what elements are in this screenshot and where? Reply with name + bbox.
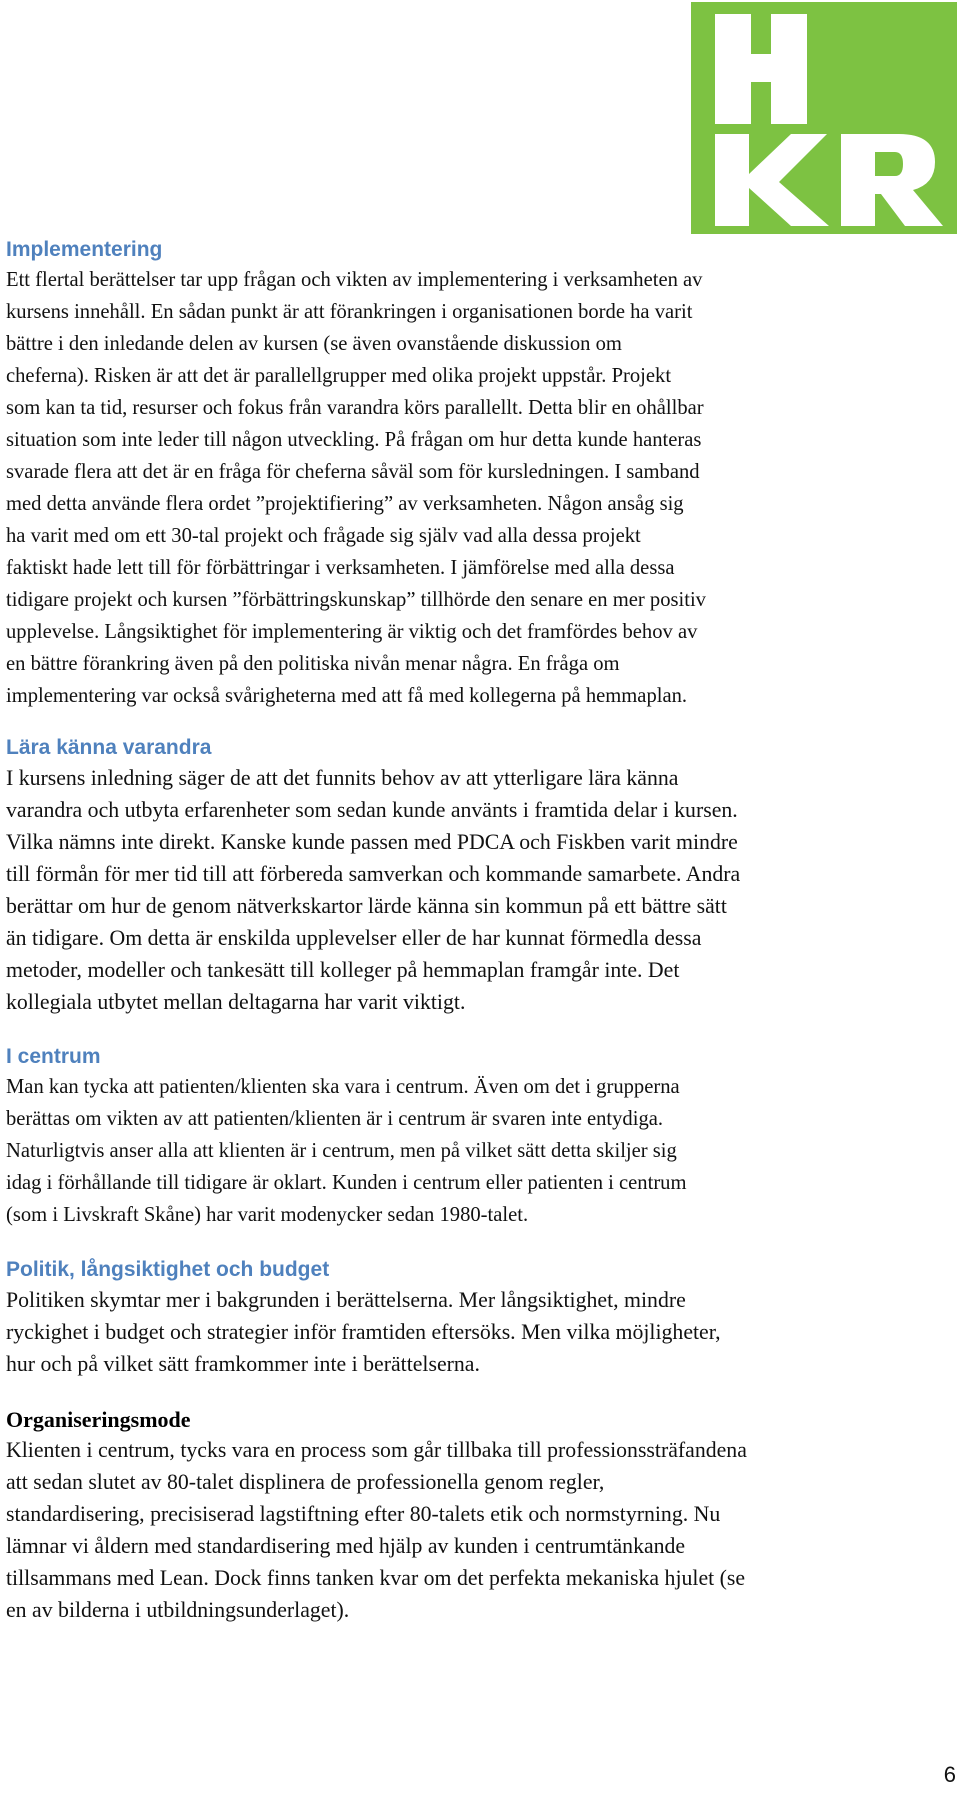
section-lara-kanna-varandra — [6, 734, 958, 1018]
section-paragraph: Politiken skymtar mer i bakgrunden i berättelserna. Mer långsiktighet, mindre ryckighet i budget och strategier inför framtiden eftersöks. Men vilka möjligheter, hur och på vilket sätt framkommer inte i berättelserna. — [6, 1288, 721, 1376]
section-paragraph: Klienten i centrum, tycks vara en process som går tillbaka till professionssträfandena att sedan slutet av 80-talet displinera de professionella genom regler, standardisering, precisiserad lagstiftning efter 80-talets etik och normstyrning. Nu lämnar vi åldern med standardisering med hjälp av kunden i centrumtänkande tillsammans med Lean. Dock finns tanken kvar om det perfekta mekaniska hjulet (se en av bilderna i utbildningsunderlaget). — [6, 1438, 747, 1622]
section-politik — [6, 1256, 958, 1380]
section-paragraph: Ett flertal berättelser tar upp frågan och vikten av implementering i verksamheten av kursens innehåll. En sådan punkt är att förankringen i organisationen borde ha varit bättre i den inledande delen av kursen (se även ovanstående diskussion om cheferna). Risken är att det är parallellgrupper med olika projekt uppstår. Projekt som kan ta tid, resurser och fokus från varandra körs parallellt. Detta blir en ohållbar situation som inte leder till någon utveckling. På frågan om hur detta kunde hanteras svarade flera att det är en fråga för cheferna såväl som för kursledningen. I samband med detta använde flera ordet ”projektifiering” av verksamheten. Någon ansåg sig ha varit med om ett 30-tal projekt och frågade sig själv vad alla dessa projekt faktiskt hade lett till för förbättringar i verksamheten. I jämförelse med alla dessa tidigare projekt och kursen ”förbättringskunskap” tillhörde den senare en mer positiv upplevelse. Långsiktighet för implementering är viktig och det framfördes behov av en bättre förankring även på den politiska nivån menar några. En fråga om implementering var också svårigheterna med att få med kollegerna på hemmaplan. — [6, 269, 706, 707]
section-heading: I centrum — [6, 1045, 101, 1068]
section-paragraph: Man kan tycka att patienten/klienten ska vara i centrum. Även om det i grupperna berättas om vikten av att patienten/klienten är i centrum är svaren inte entydiga. Naturligtvis anser alla att klienten är i centrum, men på vilket sätt detta skiljer sig idag i förhållande till tidigare är oklart. Kunden i centrum eller patienten i centrum (som i Livskraft Skåne) har varit modenycker sedan 1980-talet. — [6, 1076, 687, 1226]
section-paragraph: I kursens inledning säger de att det funnits behov av att ytterligare lära känna varandra och utbyta erfarenheter som sedan kunde använts i framtida delar i kursen. Vilka nämns inte direkt. Kanske kunde passen med PDCA och Fiskben varit mindre till förmån för mer tid till att förbereda samverkan och kommande samarbete. Andra berättar om hur de genom nätverkskartor lärde känna sin kommun på ett bättre sätt än tidigare. Om detta är enskilda upplevelser eller de har kunnat förmedla dessa metoder, modeller och tankesätt till kolleger på hemmaplan framgår inte. Det kollegiala utbytet mellan deltagarna har varit viktigt. — [6, 766, 741, 1014]
hkr-logo-graphic — [691, 2, 957, 234]
section-heading: Organiseringsmode — [6, 1407, 191, 1432]
section-heading: Implementering — [6, 238, 163, 261]
section-implementering — [6, 236, 958, 712]
document-body — [6, 236, 958, 1626]
section-organiseringsmode — [6, 1406, 958, 1626]
hkr-logo — [691, 2, 957, 234]
section-i-centrum — [6, 1043, 958, 1231]
section-heading: Politik, långsiktighet och budget — [6, 1258, 330, 1281]
page-number: 6 — [943, 1762, 956, 1787]
section-heading: Lära känna varandra — [6, 736, 212, 759]
